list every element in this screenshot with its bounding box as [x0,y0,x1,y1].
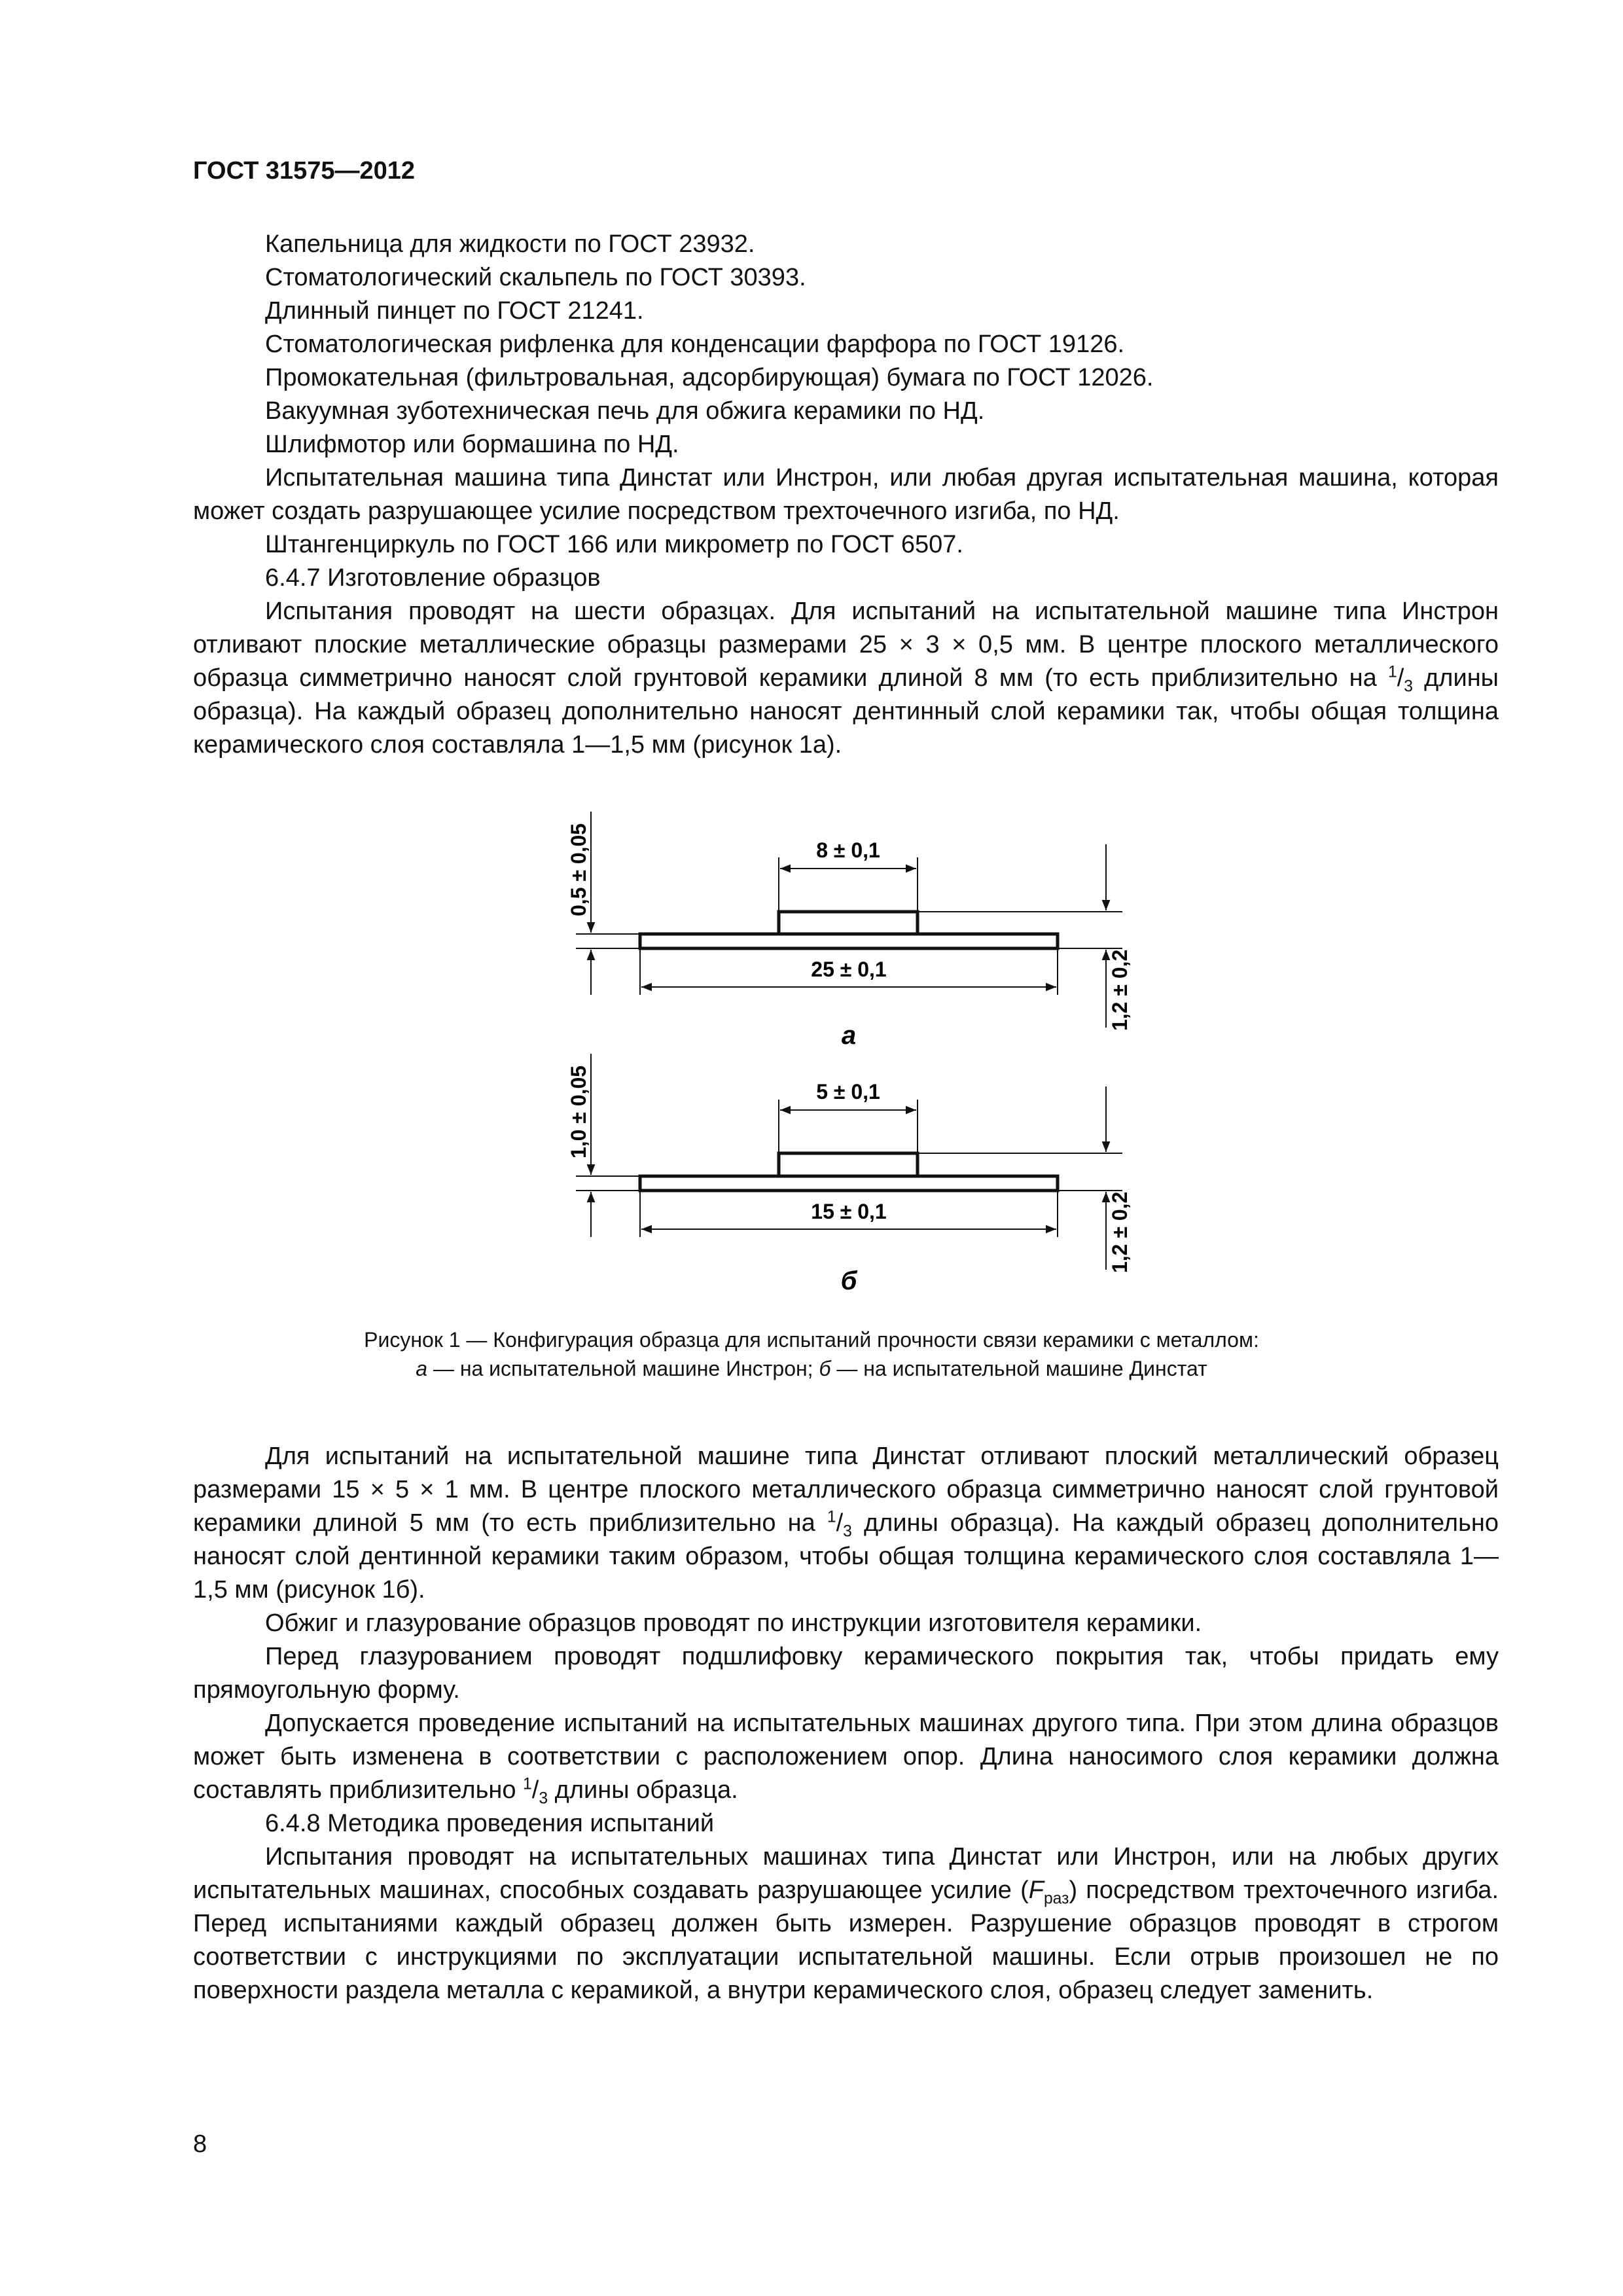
section-equipment [193,228,1499,762]
dim-top-width-b: 5 ± 0,1 [816,1080,880,1103]
dim-bottom-width-b: 15 ± 0,1 [811,1200,887,1223]
section-heading-6-4-8: 6.4.8 Методика проведения испытаний [265,1810,715,1837]
fraction-denominator: 3 [1404,677,1413,696]
equipment-line: Вакуумная зуботехническая печь для обжига керамики по НД. [265,397,985,425]
paragraph-dynstat: Для испытаний на испытательной машине типа Динстат отливают плоский металлический образец размерами 15 × 5 × 1 мм. В центре плоского металлического образца симметрично наносят слой грунтовой керамики длиной 5 мм (то есть приблизительно на $^1/_3$ длины образца). На каждый образец дополнительно наносят слой дентинной керамики таким образом, чтобы общая толщина керамического слоя составляла 1—1,5 мм (рисунок 1б). [193,1443,1499,1604]
dim-bottom-width-a: 25 ± 0,1 [811,958,887,981]
dim-thickness-b: 1,0 ± 0,05 [567,1065,590,1158]
specimen-b [567,1054,1132,1295]
equipment-line: Стоматологический скальпель по ГОСТ 30393. [265,264,806,291]
caption-line-2: а — на испытательной машине Инстрон; б — на испытательной машине Динстат [416,1357,1207,1380]
figure-caption [0,1325,1623,1383]
paragraph-6-4-8: Испытания проводят на испытательных машинах типа Динстат или Инстрон, или на любых других испытательных машинах, способных создавать разрушающее усилие $(F_{раз})$ посредством трехточечного изгиба. Перед испытаниями каждый образец должен быть измерен. Разрушение образцов проводят в строгом соответствии с инструкциями по эксплуатации испытательной машины. Если отрыв произошел не по поверхности раздела металла с керамикой, а внутри керамического слоя, образец следует заменить. [193,1843,1499,2004]
equipment-line: Стоматологическая рифленка для конденсации фарфора по ГОСТ 19126. [265,331,1125,358]
dim-height-b: 1,2 ± 0,2 [1108,1191,1132,1273]
caption-line-1: Рисунок 1 — Конфигурация образца для испытаний прочности связи керамики с металлом: [364,1328,1259,1352]
page-number: 8 [193,2130,207,2158]
equipment-line: Длинный пинцет по ГОСТ 21241. [265,297,644,325]
figure-label-a: а [841,1021,857,1050]
specimen-a-metal-plate [640,934,1058,948]
specimen-b-metal-plate [640,1176,1058,1191]
dim-height-a: 1,2 ± 0,2 [1108,949,1132,1031]
specimen-a-ceramic-layer [779,912,918,934]
equipment-line: Шлифмотор или бормашина по НД. [265,431,679,458]
paragraph-6-4-7: Испытания проводят на шести образцах. Для испытаний на испытательной машине типа Инстрон отливают плоские металлические образцы размерами 25 × 3 × 0,5 мм. В центре плоского металлического образца симметрично наносят слой грунтовой керамики длиной 8 мм (то есть приблизительно на $^1/_3$ длины образца). На каждый образец дополнительно наносят дентинный слой керамики так, чтобы общая толщина керамического слоя составляла 1—1,5 мм (рисунок 1а). [193,598,1499,759]
document-header: ГОСТ 31575—2012 [193,157,416,185]
fraction-numerator: 1 [1387,663,1397,681]
dim-top-width-a: 8 ± 0,1 [816,838,880,862]
equipment-line: Промокательная (фильтровальная, адсорбирующая) бумага по ГОСТ 12026. [265,364,1154,391]
caliper-line: Штангенциркуль по ГОСТ 166 или микрометр по ГОСТ 6507. [265,531,963,558]
specimen-diagram [0,805,1623,1329]
figure-1 [0,805,1623,1329]
equipment-line: Капельница для жидкости по ГОСТ 23932. [265,230,755,258]
specimen-b-ceramic-layer [779,1153,918,1176]
paragraph-firing: Обжиг и глазурование образцов проводят по инструкции изготовителя керамики. [265,1609,1202,1637]
section-heading-6-4-7: 6.4.7 Изготовление образцов [265,564,601,592]
figure-label-b: б [840,1266,857,1295]
dim-thickness-a: 0,5 ± 0,05 [567,823,590,916]
paragraph-other-machines: Допускается проведение испытаний на испытательных машинах другого типа. При этом длина образцов может быть изменена в соответствии с расположением опор. Длина наносимого слоя керамики должна составлять приблизительно $^1/_3$ длины образца. [193,1710,1499,1808]
section-dynstat [193,1440,1499,2007]
specimen-a [567,812,1132,1050]
machine-paragraph: Испытательная машина типа Динстат или Инстрон, или любая другая испытательная машина, которая может создать разрушающее усилие посредством трехточечного изгиба, по НД. [193,464,1499,525]
paragraph-grinding: Перед глазурованием проводят подшлифовку керамического покрытия так, чтобы придать ему прямоугольную форму. [193,1643,1499,1704]
